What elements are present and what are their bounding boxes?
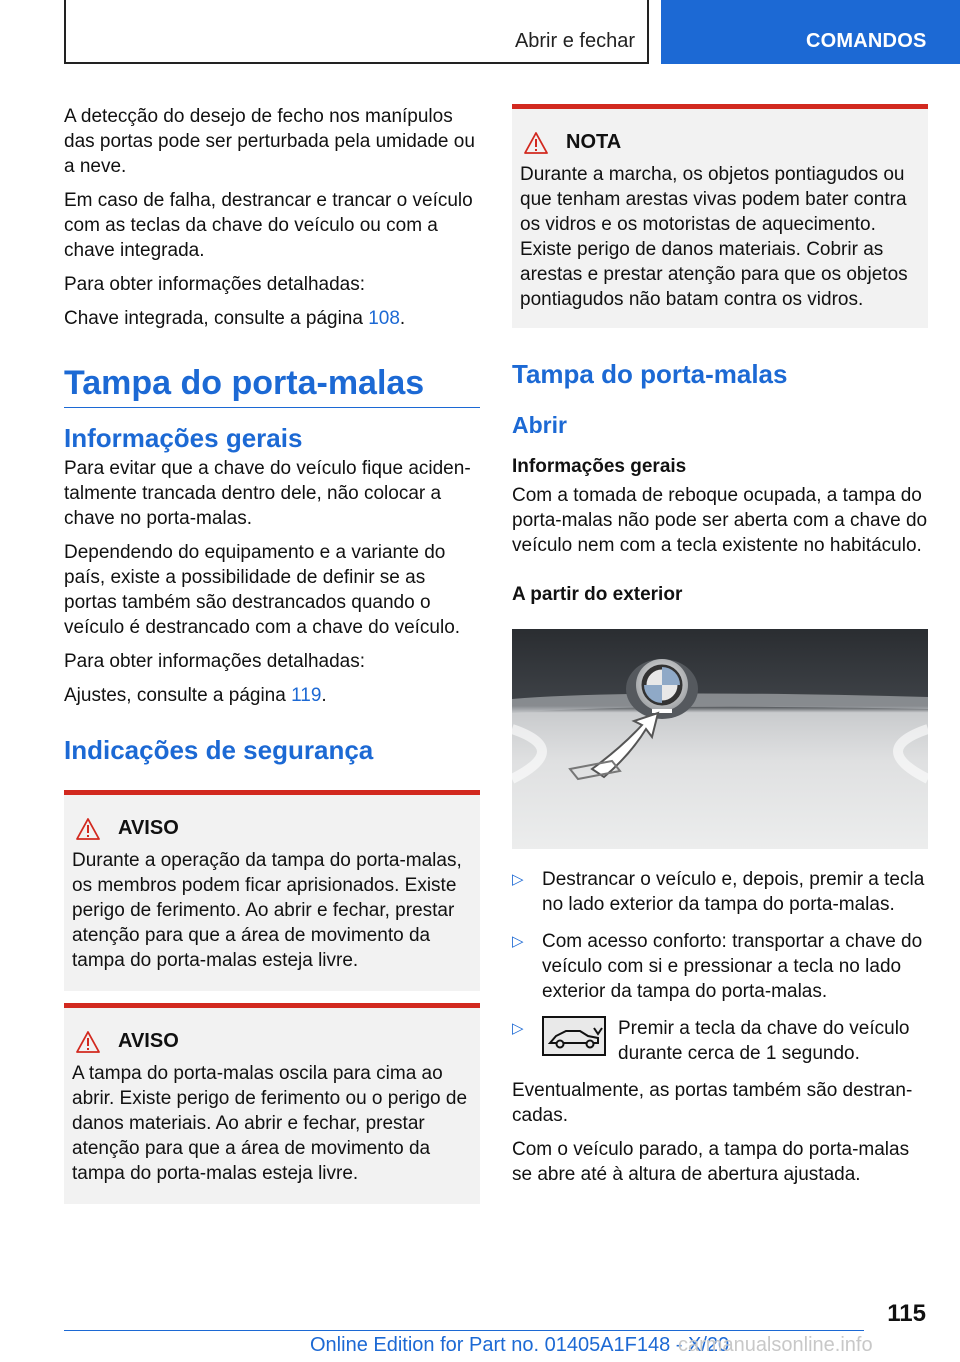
warning-label: AVISO bbox=[118, 817, 179, 839]
step-text: Destrancar o veículo e, depois, premir a tecla no lado exterior da tampa do porta-malas. bbox=[542, 869, 925, 915]
paragraph: Com o veículo parado, a tampa do porta-malas se abre até à altura de abertura ajustada. bbox=[512, 1139, 910, 1185]
subheading-open: Abrir bbox=[512, 412, 567, 438]
page-link-108[interactable]: 108 bbox=[368, 308, 400, 329]
subheading-general-info: Informações gerais bbox=[64, 423, 303, 453]
list-item bbox=[512, 867, 928, 917]
paragraph: Em caso de falha, destrancar e trancar o veículo com as teclas da chave do veículo ou com a chave integrada. bbox=[64, 190, 473, 261]
subsubheading-exterior: A partir do exterior bbox=[512, 584, 683, 605]
subheading-safety: Indicações de segurança bbox=[64, 735, 374, 765]
step-text: Premir a tecla da chave do veículo durante cerca de 1 segundo. bbox=[618, 1018, 910, 1064]
warning-title bbox=[76, 1030, 472, 1053]
note-title bbox=[524, 131, 920, 154]
list-bullet-icon: ▷ bbox=[512, 933, 524, 950]
warning-box bbox=[64, 790, 480, 991]
section-heading: Tampa do porta-malas bbox=[512, 359, 788, 389]
right-column bbox=[512, 104, 928, 1196]
paragraph: Para obter informações detalhadas: bbox=[64, 274, 366, 295]
page-link-119[interactable]: 119 bbox=[291, 685, 322, 706]
warning-title bbox=[76, 817, 472, 840]
paragraph: Dependendo do equipamento e a variante do país, existe a possibilidade de definir se as portas também são destrancados quando o veículo é destrancado com a chave do veículo. bbox=[64, 542, 461, 638]
step-text: Com acesso conforto: transportar a chave do veículo com si e pressionar a tecla no lado exterior da tampa do porta-malas. bbox=[542, 931, 923, 1002]
chapter-title: Abrir e fechar bbox=[514, 30, 635, 52]
warning-label: AVISO bbox=[118, 1030, 179, 1052]
list-item bbox=[512, 929, 928, 1004]
list-bullet-icon: ▷ bbox=[512, 871, 524, 888]
section-heading: Tampa do porta-malas bbox=[64, 363, 480, 408]
subsubheading-general-info: Informações gerais bbox=[512, 456, 687, 477]
note-box bbox=[512, 104, 928, 328]
paragraph: Para evitar que a chave do veículo fique acidentalmente trancada dentro dele, não colocar a chave no porta-malas. bbox=[64, 458, 471, 529]
paragraph: Com a tomada de reboque ocupada, a tampa do porta-malas não pode ser aberta com a chave do veículo nem com a tecla existente no habitáculo. bbox=[512, 485, 928, 556]
left-column bbox=[64, 104, 480, 1216]
header-chapter-box bbox=[64, 0, 649, 64]
paragraph-reference: Chave integrada, consulte a página 108. bbox=[64, 308, 406, 329]
note-text: Durante a marcha, os objetos pontiagudos ou que tenham arestas vivas podem bater contra os vidros e os motoristas de aquecimento. Existe perigo de danos materiais. Cobrir as arestas e prestar atenção para que os objetos pontiagudos não batam contra os vidros. bbox=[520, 164, 908, 310]
paragraph-reference: Ajustes, consulte a página 119. bbox=[64, 685, 327, 706]
warning-text: A tampa do porta-malas oscila para cima ao abrir. Existe perigo de ferimento ou o perigo de danos materiais. Ao abrir e fechar, prestar atenção para que a área de movimento da tampa do porta-malas esteja livre. bbox=[72, 1063, 468, 1184]
car-trunk-key-icon bbox=[542, 1016, 606, 1056]
warning-triangle-icon bbox=[76, 1031, 100, 1053]
footer-watermark: carmanualsonline.info bbox=[678, 1334, 873, 1356]
warning-triangle-icon bbox=[76, 818, 100, 840]
warning-text: Durante a operação da tampa do porta-malas, os membros podem ficar aprisionados. Existe perigo de ferimento. Ao abrir e fechar, prestar atenção para que a área de movimento da tampa do porta-malas esteja livre. bbox=[72, 850, 462, 971]
paragraph: Eventualmente, as portas também são destrancadas. bbox=[512, 1080, 913, 1126]
warning-box bbox=[64, 1003, 480, 1204]
header-section-tab bbox=[661, 0, 960, 64]
footer-divider bbox=[64, 1330, 864, 1331]
footer-edition: Online Edition for Part no. 01405A1F148 - X/20 bbox=[310, 1334, 730, 1356]
section-title: COMANDOS bbox=[806, 30, 927, 52]
note-label: NOTA bbox=[566, 131, 622, 153]
trunk-button-photo bbox=[512, 629, 928, 849]
reference-text: Ajustes, consulte a página bbox=[64, 685, 292, 706]
reference-text: Chave integrada, consulte a página bbox=[64, 308, 369, 329]
page-number: 115 bbox=[887, 1300, 926, 1327]
paragraph: A detecção do desejo de fecho nos manípulos das portas pode ser perturbada pela umidade ou a neve. bbox=[64, 106, 475, 177]
list-bullet-icon: ▷ bbox=[512, 1020, 524, 1037]
list-item bbox=[512, 1016, 928, 1066]
warning-triangle-icon bbox=[524, 132, 548, 154]
paragraph: Para obter informações detalhadas: bbox=[64, 651, 366, 672]
